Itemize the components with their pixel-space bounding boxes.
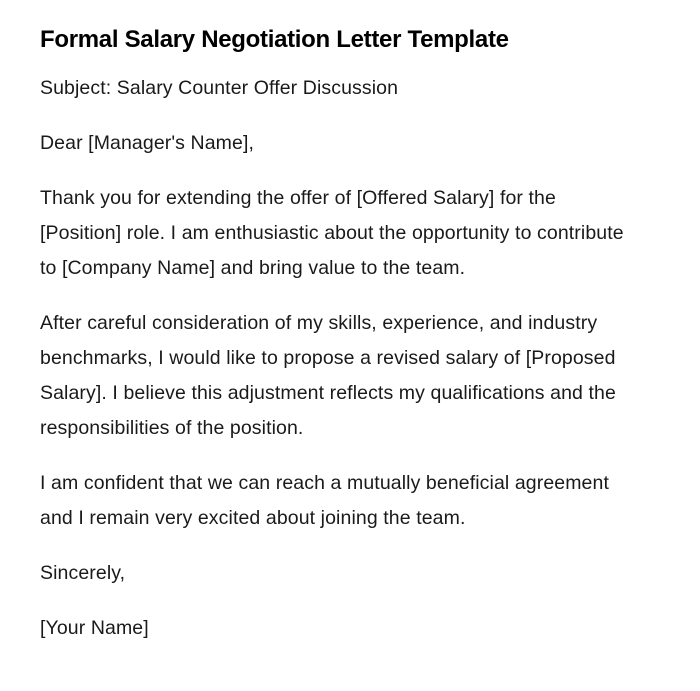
letter-signature: [Your Name]: [40, 617, 149, 639]
letter-salutation: Dear [Manager's Name],: [40, 132, 255, 154]
page-title: Formal Salary Negotiation Letter Template: [40, 26, 509, 53]
letter-paragraph-2: After careful consideration of my skills, experience, and industry benchmarks, I would like to propose a revised salary of [Proposed Salary]. I believe this adjustment reflects my qualifications and the responsibilities of the position.: [40, 312, 616, 439]
letter-document: [40, 22, 640, 666]
letter-paragraph-1: Thank you for extending the offer of [Offered Salary] for the [Position] role. I am enthusiastic about the opportunity to contribute to [Company Name] and bring value to the team.: [40, 187, 624, 279]
letter-subject: Subject: Salary Counter Offer Discussion: [40, 77, 399, 99]
letter-closing: Sincerely,: [40, 562, 126, 584]
letter-paragraph-3: I am confident that we can reach a mutually beneficial agreement and I remain very excited about joining the team.: [40, 472, 609, 529]
